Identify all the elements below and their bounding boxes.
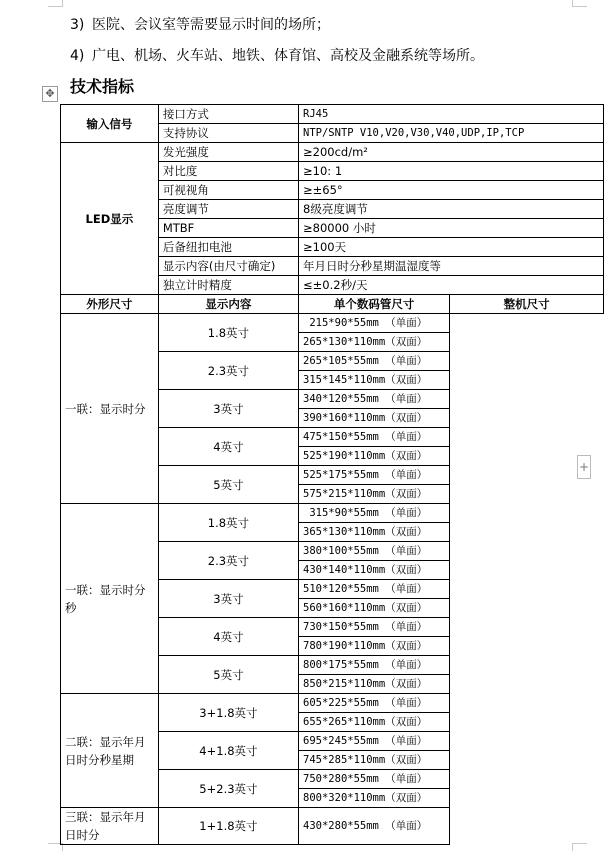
spec-value: 8级亮度调节 [299, 200, 604, 219]
overall-size-double: 315*145*110mm（双面） [299, 371, 450, 390]
digit-size-cell: 2.3英寸 [158, 352, 298, 390]
spec-value: NTP/SNTP V10,V20,V30,V40,UDP,IP,TCP [299, 124, 604, 143]
overall-size-double: 655*265*110mm（双面） [299, 713, 450, 732]
table-row [61, 105, 604, 124]
list-text: 广电、机场、火车站、地铁、体育馆、高校及金融系统等场所。 [92, 48, 484, 64]
spec-key: 显示内容(由尺寸确定) [158, 257, 298, 276]
column-header-content: 显示内容 [158, 295, 298, 314]
digit-size-cell: 2.3英寸 [158, 542, 298, 580]
crop-mark-top-left [48, 0, 63, 7]
table-row [61, 143, 604, 162]
group-label-led: LED显示 [61, 143, 159, 295]
overall-size-single: 695*245*55mm （单面） [299, 732, 450, 751]
digit-size-cell: 3+1.8英寸 [158, 694, 298, 732]
overall-size-double: 560*160*110mm（双面） [299, 599, 450, 618]
overall-size-single: 475*150*55mm （单面） [299, 428, 450, 447]
digit-size-cell: 4英寸 [158, 618, 298, 656]
overall-size-single: 730*150*55mm （单面） [299, 618, 450, 637]
spec-key: 接口方式 [158, 105, 298, 124]
table-row [61, 694, 604, 713]
overall-size-single: 605*225*55mm （单面） [299, 694, 450, 713]
list-number: 4) [70, 48, 85, 64]
overall-size-double: 430*140*110mm（双面） [299, 561, 450, 580]
overall-size-double: 365*130*110mm（双面） [299, 523, 450, 542]
digit-size-cell: 1.8英寸 [158, 314, 298, 352]
spec-key: 独立计时精度 [158, 276, 298, 295]
list-text: 医院、会议室等需要显示时间的场所； [92, 17, 330, 33]
digit-size-cell: 3英寸 [158, 390, 298, 428]
group-label-dimensions: 外形尺寸 [61, 295, 159, 314]
overall-size-single: 510*120*55mm （单面） [299, 580, 450, 599]
table-row [61, 295, 604, 314]
spec-value: RJ45 [299, 105, 604, 124]
column-header-overall: 整机尺寸 [450, 295, 604, 314]
table-row [61, 314, 604, 333]
overall-size-double: 800*320*110mm（双面） [299, 789, 450, 808]
overall-size-single: 340*120*55mm （单面） [299, 390, 450, 409]
overall-size-single: 380*100*55mm （单面） [299, 542, 450, 561]
list-item [70, 47, 484, 65]
overall-size-double: 745*285*110mm（双面） [299, 751, 450, 770]
overall-size-double: 780*190*110mm（双面） [299, 637, 450, 656]
spec-value: ≥200cd/m² [299, 143, 604, 162]
crop-mark-top-right [572, 0, 587, 7]
spec-value: 年月日时分秒星期温湿度等 [299, 257, 604, 276]
digit-size-cell: 5英寸 [158, 656, 298, 694]
digit-size-cell: 3英寸 [158, 580, 298, 618]
digit-size-cell: 5+2.3英寸 [158, 770, 298, 808]
table-row [61, 808, 604, 845]
group-label-input: 输入信号 [61, 105, 159, 143]
overall-size-single: 215*90*55mm （单面） [299, 314, 450, 333]
spec-value: ≥±65° [299, 181, 604, 200]
digit-size-cell: 4英寸 [158, 428, 298, 466]
display-content-cell: 二联：显示年月日时分秒星期 [61, 694, 159, 808]
overall-size-double: 850*215*110mm（双面） [299, 675, 450, 694]
digit-size-cell: 1+1.8英寸 [158, 808, 298, 845]
overall-size-single: 265*105*55mm （单面） [299, 352, 450, 371]
add-column-icon[interactable]: + [577, 455, 591, 479]
overall-size-single: 525*175*55mm （单面） [299, 466, 450, 485]
overall-size-single: 800*175*55mm （单面） [299, 656, 450, 675]
spec-value: ≥100天 [299, 238, 604, 257]
section-heading: 技术指标 [70, 77, 135, 96]
spec-key: 可视视角 [158, 181, 298, 200]
spec-key: 支持协议 [158, 124, 298, 143]
display-content-cell: 一联：显示时分秒 [61, 504, 159, 694]
table-row [61, 504, 604, 523]
digit-size-cell: 5英寸 [158, 466, 298, 504]
display-content-cell: 三联：显示年月日时分 [61, 808, 159, 845]
overall-size-double: 265*130*110mm（双面） [299, 333, 450, 352]
digit-size-cell: 4+1.8英寸 [158, 732, 298, 770]
display-content-cell: 一联：显示时分 [61, 314, 159, 504]
overall-size-double: 575*215*110mm（双面） [299, 485, 450, 504]
spec-key: 对比度 [158, 162, 298, 181]
spec-key: MTBF [158, 219, 298, 238]
overall-size-double: 390*160*110mm（双面） [299, 409, 450, 428]
spec-value: ≥80000 小时 [299, 219, 604, 238]
spec-key: 亮度调节 [158, 200, 298, 219]
spec-key: 发光强度 [158, 143, 298, 162]
overall-size-double: 525*190*110mm（双面） [299, 447, 450, 466]
spec-value: ≥10: 1 [299, 162, 604, 181]
column-header-digit: 单个数码管尺寸 [299, 295, 450, 314]
spec-table [60, 104, 604, 845]
list-item [70, 16, 330, 34]
digit-size-cell: 1.8英寸 [158, 504, 298, 542]
spec-value: ≤±0.2秒/天 [299, 276, 604, 295]
table-move-handle-icon[interactable]: ✥ [42, 86, 58, 102]
overall-size-single: 750*280*55mm （单面） [299, 770, 450, 789]
spec-key: 后备纽扣电池 [158, 238, 298, 257]
overall-size-single: 315*90*55mm （单面） [299, 504, 450, 523]
list-number: 3) [70, 17, 85, 33]
overall-size-single: 430*280*55mm （单面） [299, 808, 450, 845]
